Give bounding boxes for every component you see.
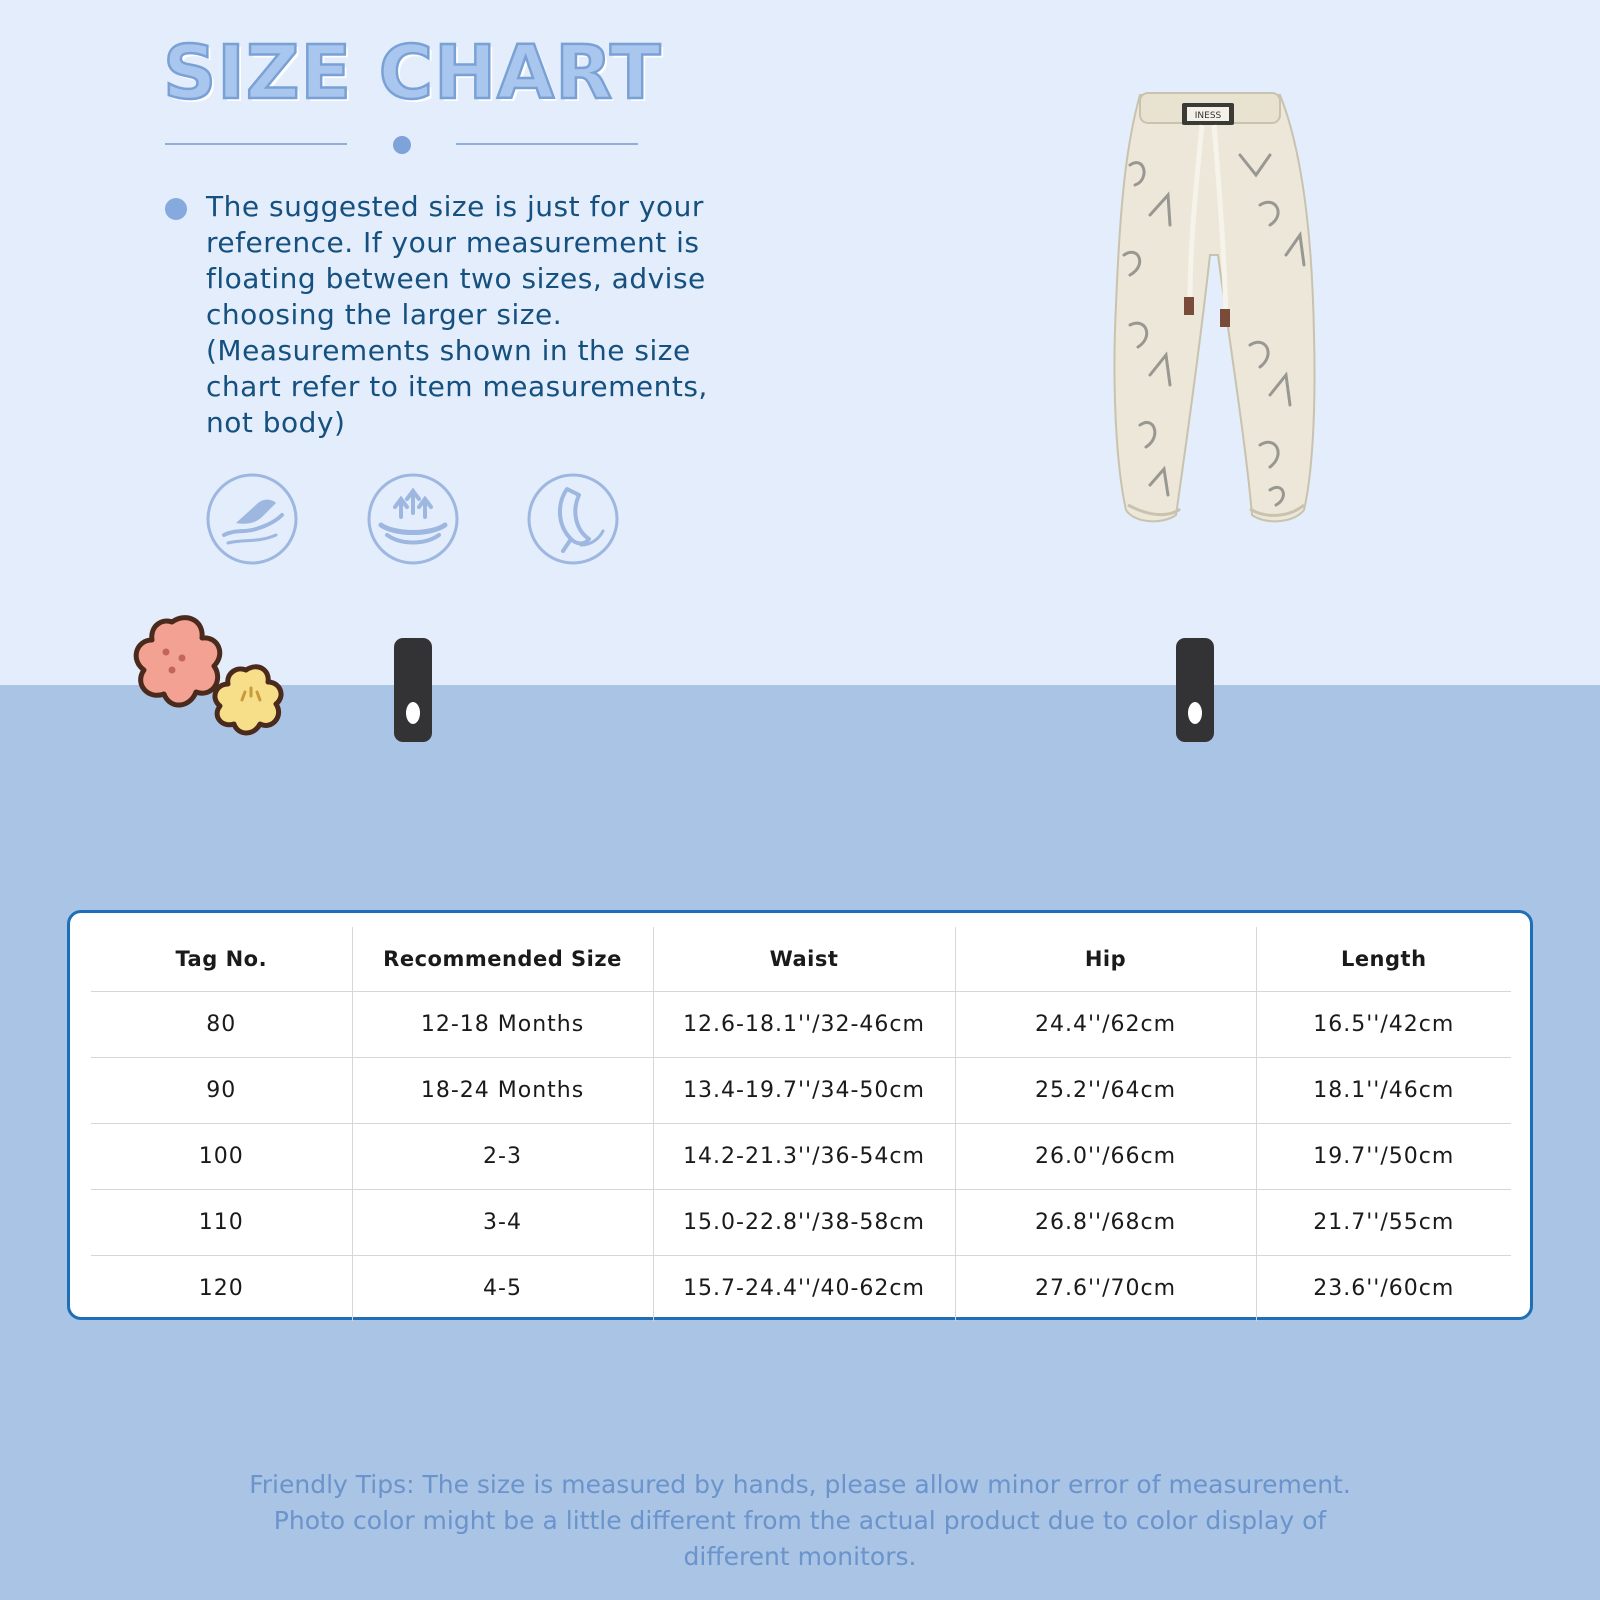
- breathable-icon: [367, 473, 459, 565]
- bullet-dot: [165, 198, 187, 220]
- table-row: [91, 1190, 1511, 1256]
- clip-hole: [1188, 702, 1202, 724]
- cell-length: 21.7''/55cm: [1256, 1190, 1511, 1256]
- cell-length: 18.1''/46cm: [1256, 1058, 1511, 1124]
- friendly-tips: Friendly Tips: The size is measured by hands, please allow minor error of measurement. Photo color might be a little different from the actual product due to color display of different monitors.: [249, 1470, 1351, 1571]
- table-header-row: [91, 927, 1511, 992]
- cell-length: 23.6''/60cm: [1256, 1256, 1511, 1322]
- lightweight-feather-icon: [527, 473, 619, 565]
- header-length: Length: [1256, 927, 1511, 992]
- clip-right: [1176, 638, 1214, 742]
- cell-tag-no: 90: [91, 1058, 352, 1124]
- clip-left: [394, 638, 432, 742]
- cell-hip: 27.6''/70cm: [955, 1256, 1256, 1322]
- header-tag-no: Tag No.: [175, 947, 268, 971]
- cell-hip: 24.4''/62cm: [955, 992, 1256, 1058]
- cell-waist: 13.4-19.7''/34-50cm: [653, 1058, 955, 1124]
- cell-tag-no: 100: [91, 1124, 352, 1190]
- divider-dot: [393, 136, 411, 154]
- cell-tag-no: 120: [91, 1256, 352, 1322]
- header-recommended-size: Recommended Size: [352, 927, 653, 992]
- cell-waist: 12.6-18.1''/32-46cm: [653, 992, 955, 1058]
- flower-decoration-icon: [120, 612, 310, 757]
- cell-length: 19.7''/50cm: [1256, 1124, 1511, 1190]
- cell-recommended-size: 12-18 Months: [352, 992, 653, 1058]
- cell-recommended-size: 3-4: [352, 1190, 653, 1256]
- page-title: SIZE CHART: [163, 30, 662, 116]
- table-row: [91, 1256, 1511, 1322]
- cell-hip: 26.0''/66cm: [955, 1124, 1256, 1190]
- header-waist: Waist: [653, 927, 955, 992]
- cell-hip: 26.8''/68cm: [955, 1190, 1256, 1256]
- header-hip: Hip: [955, 927, 1256, 992]
- cell-recommended-size: 4-5: [352, 1256, 653, 1322]
- cell-hip: 25.2''/64cm: [955, 1058, 1256, 1124]
- cell-tag-no: 80: [91, 992, 352, 1058]
- table-row: [91, 1124, 1511, 1190]
- size-note: The suggested size is just for your reference. If your measurement is floating between two sizes, advise choosing the larger size. (Measurements shown in the size chart refer to item measurements, not body): [206, 190, 708, 439]
- product-label-tag: INESS: [1194, 111, 1222, 121]
- size-table-card: [67, 910, 1533, 1320]
- cell-recommended-size: 2-3: [352, 1124, 653, 1190]
- clip-hole: [406, 702, 420, 724]
- table-row: [91, 1058, 1511, 1124]
- cell-waist: 15.7-24.4''/40-62cm: [653, 1256, 955, 1322]
- cell-length: 16.5''/42cm: [1256, 992, 1511, 1058]
- cell-waist: 14.2-21.3''/36-54cm: [653, 1124, 955, 1190]
- divider-left: [165, 143, 347, 145]
- divider-right: [456, 143, 638, 145]
- cell-recommended-size: 18-24 Months: [352, 1058, 653, 1124]
- cell-waist: 15.0-22.8''/38-58cm: [653, 1190, 955, 1256]
- product-pants-image: [1090, 85, 1340, 535]
- table-row: [91, 992, 1511, 1058]
- cell-tag-no: 110: [91, 1190, 352, 1256]
- size-table: [91, 927, 1511, 1321]
- soft-hand-icon: [206, 473, 298, 565]
